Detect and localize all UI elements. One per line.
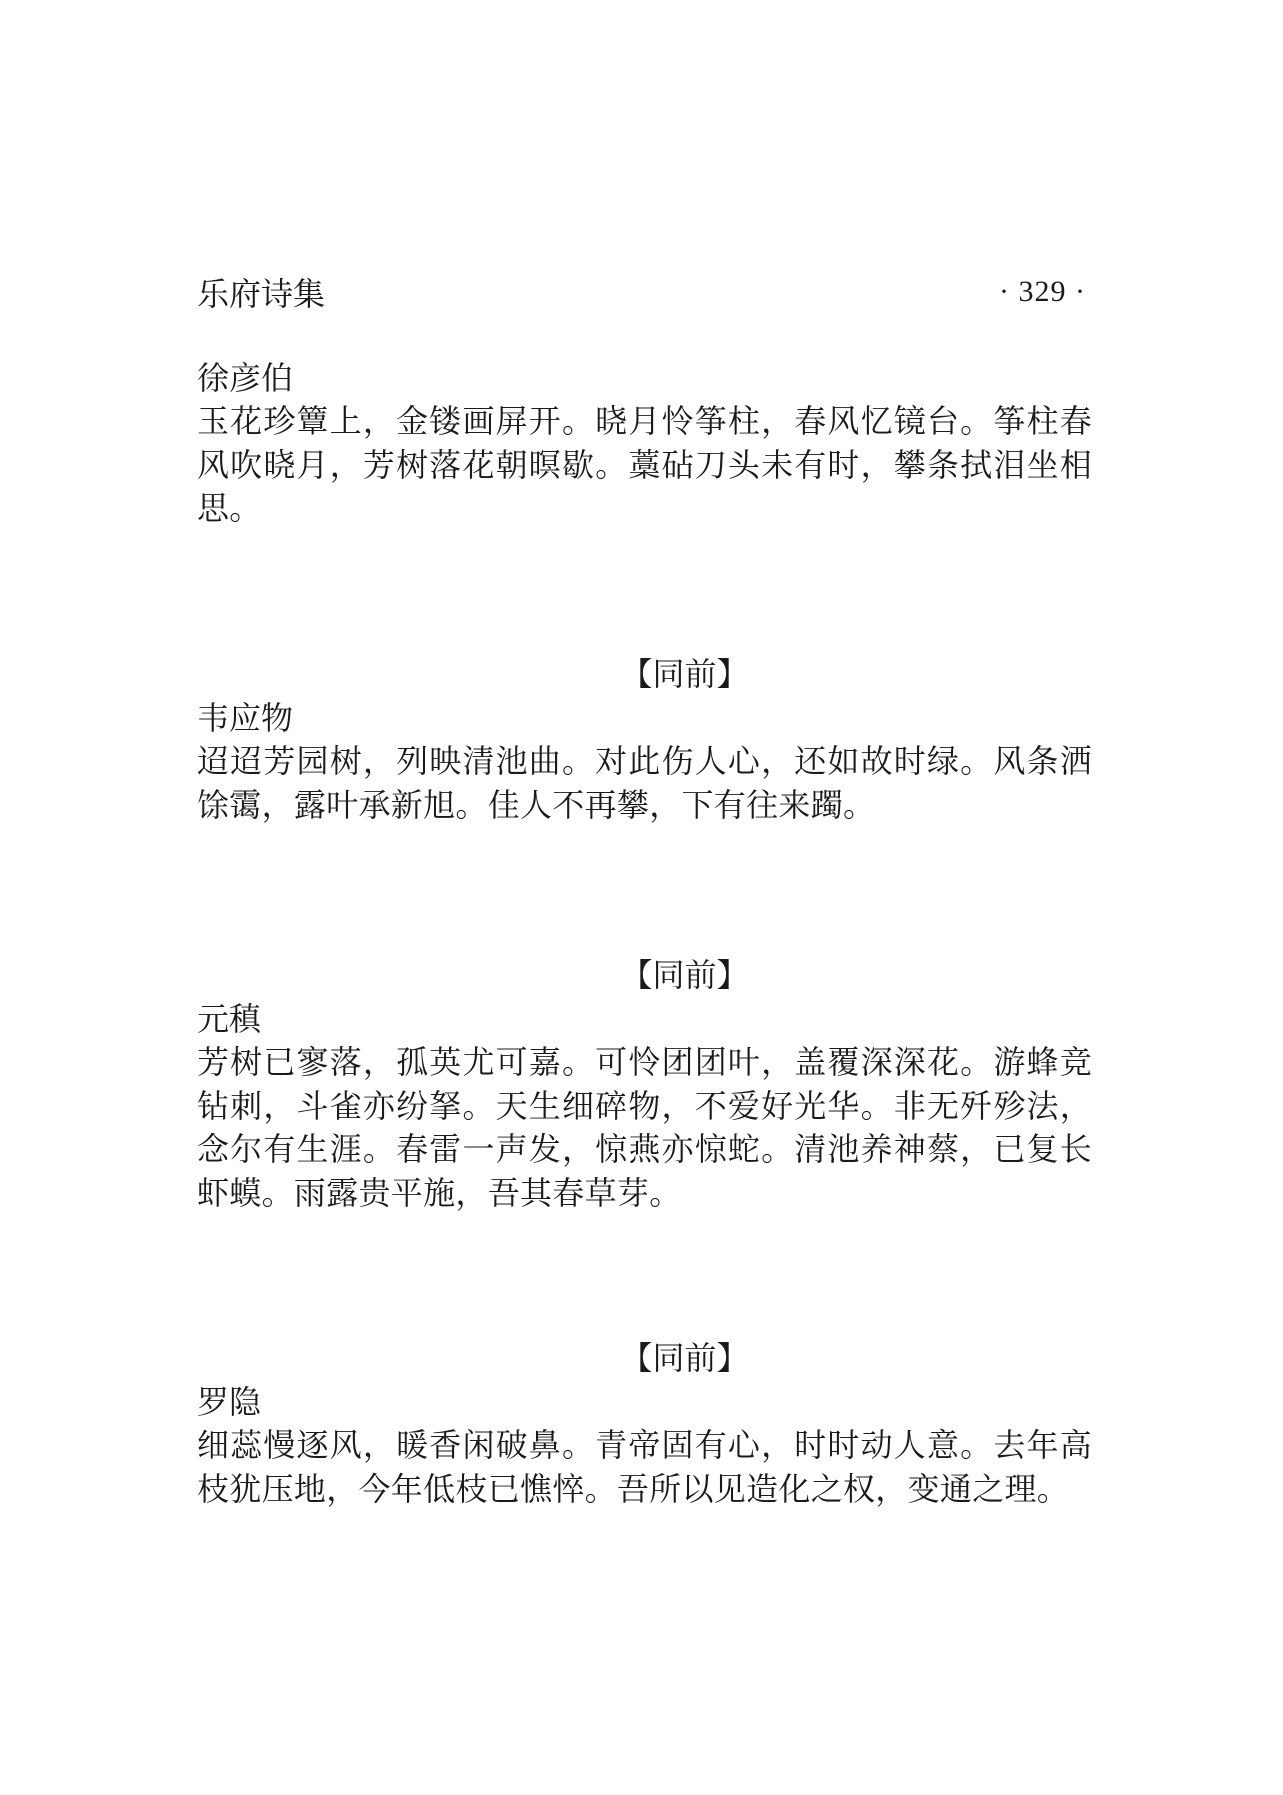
author-name: 韦应物 (197, 699, 294, 737)
poem-section-3 (197, 953, 1092, 1215)
poem-text: 芳树已寥落，孤英尤可嘉。可怜团团叶，盖覆深深花。游蜂竞钻刺，斗雀亦纷拏。天生细碎物，不爱好光华。非无歼殄法，念尔有生涯。春雷一声发，惊燕亦惊蛇。清池养神蔡，已复长虾蟆。雨露贵平施，吾其春草芽。 (197, 1043, 1092, 1212)
author-name: 徐彦伯 (197, 359, 294, 397)
author-name: 元稹 (197, 1000, 262, 1038)
poem-section-2 (197, 652, 1092, 827)
page-header (197, 268, 1086, 316)
poem-text: 细蕊慢逐风，暖香闲破鼻。青帝固有心，时时动人意。去年高枝犹压地，今年低枝已憔悴。吾所以见造化之权，变通之理。 (197, 1426, 1092, 1508)
poem-section-4 (197, 1336, 1092, 1511)
author-name: 罗隐 (197, 1383, 262, 1421)
page-number: · 329 · (999, 275, 1086, 308)
poem-text: 玉花珍簟上，金镂画屏开。晓月怜筝柱，春风忆镜台。筝柱春风吹晓月，芳树落花朝暝歇。藁砧刀头未有时，攀条拭泪坐相思。 (197, 402, 1092, 527)
book-title: 乐府诗集 (197, 275, 326, 313)
section-title: 【同前】 (620, 1339, 749, 1377)
section-title: 【同前】 (620, 655, 749, 693)
poem-section-1 (197, 356, 1092, 531)
poem-text: 迢迢芳园树，列映清池曲。对此伤人心，还如故时绿。风条洒馀霭，露叶承新旭。佳人不再攀，下有往来躅。 (197, 742, 1092, 824)
section-title: 【同前】 (620, 956, 749, 994)
